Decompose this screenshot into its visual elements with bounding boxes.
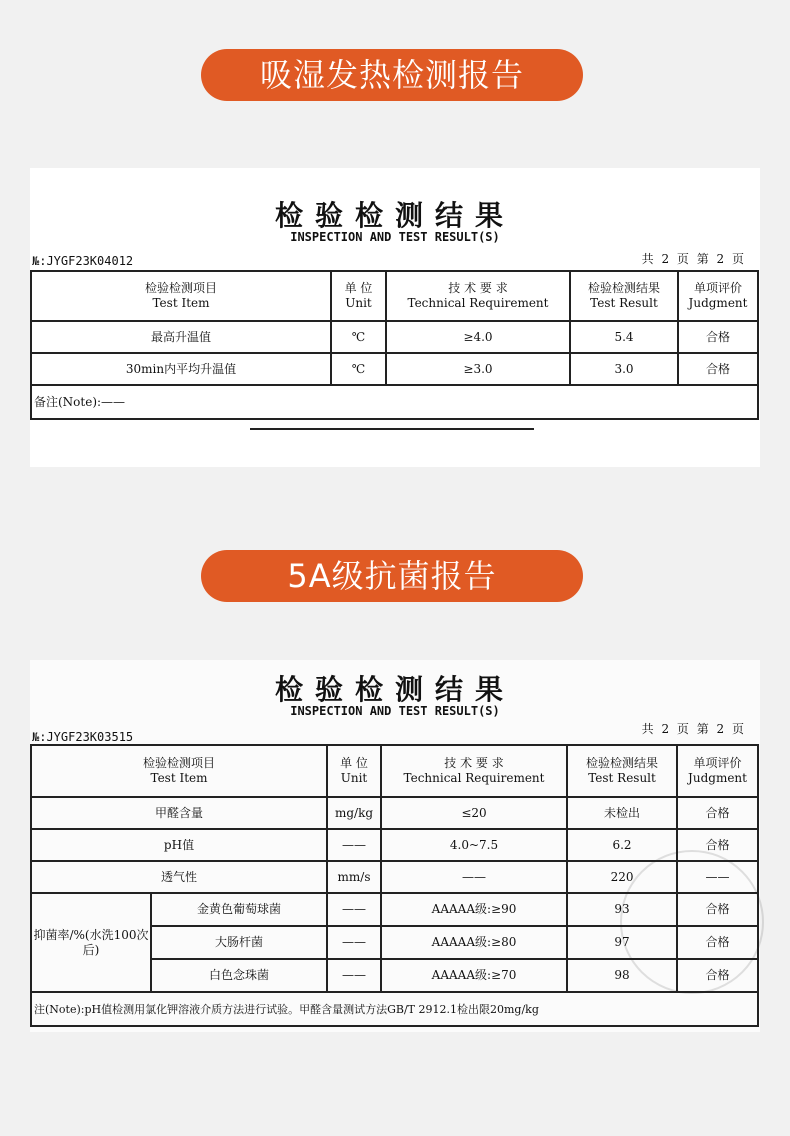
cell-item: 大肠杆菌 (151, 926, 327, 959)
cell-unit: —— (327, 893, 381, 926)
cell-judgment: —— (677, 861, 758, 893)
header-requirement: 技 术 要 求 Technical Requirement (386, 271, 570, 321)
cell-result: 220 (567, 861, 677, 893)
report-subtitle: INSPECTION AND TEST RESULT(S) (290, 230, 500, 244)
cell-unit: ℃ (331, 353, 386, 385)
table-header-row (31, 271, 758, 321)
cell-item: 金黄色葡萄球菌 (151, 893, 327, 926)
report-number: №:JYGF23K04012 (32, 254, 134, 268)
banner-title: 5A级抗菌报告 (287, 557, 497, 595)
banner-title: 吸湿发热检测报告 (259, 56, 524, 94)
cell-unit: —— (327, 926, 381, 959)
table-row (31, 353, 758, 385)
table-header-row (31, 745, 758, 797)
cell-unit: —— (327, 829, 381, 861)
cell-requirement: ≥3.0 (386, 353, 570, 385)
cell-unit: —— (327, 959, 381, 992)
group-label: 抑菌率/%(水洗100次后) (31, 893, 151, 992)
header-test-item: 检验检测项目 Test Item (31, 745, 327, 797)
cell-result: 93 (567, 893, 677, 926)
cell-item: 白色念珠菌 (151, 959, 327, 992)
cell-requirement: AAAAA级:≥70 (381, 959, 567, 992)
cell-result: 97 (567, 926, 677, 959)
cell-result: 5.4 (570, 321, 678, 353)
report-document-heat (30, 168, 760, 467)
header-unit: 单 位 Unit (331, 271, 386, 321)
cell-unit: ℃ (331, 321, 386, 353)
report-title: 检验检测结果 (274, 199, 515, 232)
note-row (31, 992, 758, 1026)
header-judgment: 单项评价 Judgment (678, 271, 758, 321)
cell-result: 98 (567, 959, 677, 992)
cell-result: 6.2 (567, 829, 677, 861)
cell-judgment: 合格 (678, 321, 758, 353)
header-judgment: 单项评价 Judgment (677, 745, 758, 797)
cell-judgment: 合格 (678, 353, 758, 385)
results-table (30, 270, 759, 420)
table-row (31, 829, 758, 861)
header-test-item: 检验检测项目 Test Item (31, 271, 331, 321)
table-row (31, 797, 758, 829)
cell-requirement: AAAAA级:≥80 (381, 926, 567, 959)
cell-item: 透气性 (31, 861, 327, 893)
section-banner-heat (201, 49, 583, 101)
cell-result: 未检出 (567, 797, 677, 829)
note-row (31, 385, 758, 419)
table-row (31, 321, 758, 353)
cell-judgment: 合格 (677, 829, 758, 861)
end-line (250, 428, 534, 430)
cell-judgment: 合格 (677, 959, 758, 992)
cell-requirement: ≤20 (381, 797, 567, 829)
cell-unit: mm/s (327, 861, 381, 893)
header-requirement: 技 术 要 求 Technical Requirement (381, 745, 567, 797)
header-unit: 单 位 Unit (327, 745, 381, 797)
cell-result: 3.0 (570, 353, 678, 385)
cell-unit: mg/kg (327, 797, 381, 829)
cell-judgment: 合格 (677, 797, 758, 829)
report-pages: 共 2 页 第 2 页 (641, 722, 746, 736)
cell-item: 最高升温值 (31, 321, 331, 353)
cell-requirement: —— (381, 861, 567, 893)
header-result: 检验检测结果 Test Result (567, 745, 677, 797)
report-number: №:JYGF23K03515 (32, 730, 134, 744)
report-pages: 共 2 页 第 2 页 (641, 252, 746, 266)
header-result: 检验检测结果 Test Result (570, 271, 678, 321)
cell-item: pH值 (31, 829, 327, 861)
cell-item: 30min内平均升温值 (31, 353, 331, 385)
report-document-antibacterial (30, 660, 760, 1032)
section-banner-antibacterial (201, 550, 583, 602)
results-table (30, 744, 759, 1027)
cell-item: 甲醛含量 (31, 797, 327, 829)
table-row (31, 861, 758, 893)
report-subtitle: INSPECTION AND TEST RESULT(S) (290, 704, 500, 718)
cell-judgment: 合格 (677, 893, 758, 926)
cell-requirement: 4.0~7.5 (381, 829, 567, 861)
cell-requirement: AAAAA级:≥90 (381, 893, 567, 926)
cell-judgment: 合格 (677, 926, 758, 959)
report-note: 备注(Note):—— (31, 385, 758, 419)
report-note: 注(Note):pH值检测用氯化钾溶液介质方法进行试验。甲醛含量测试方法GB/T 2912.1检出限20mg/kg (31, 992, 758, 1026)
cell-requirement: ≥4.0 (386, 321, 570, 353)
table-row (31, 893, 758, 926)
report-title: 检验检测结果 (274, 673, 515, 706)
